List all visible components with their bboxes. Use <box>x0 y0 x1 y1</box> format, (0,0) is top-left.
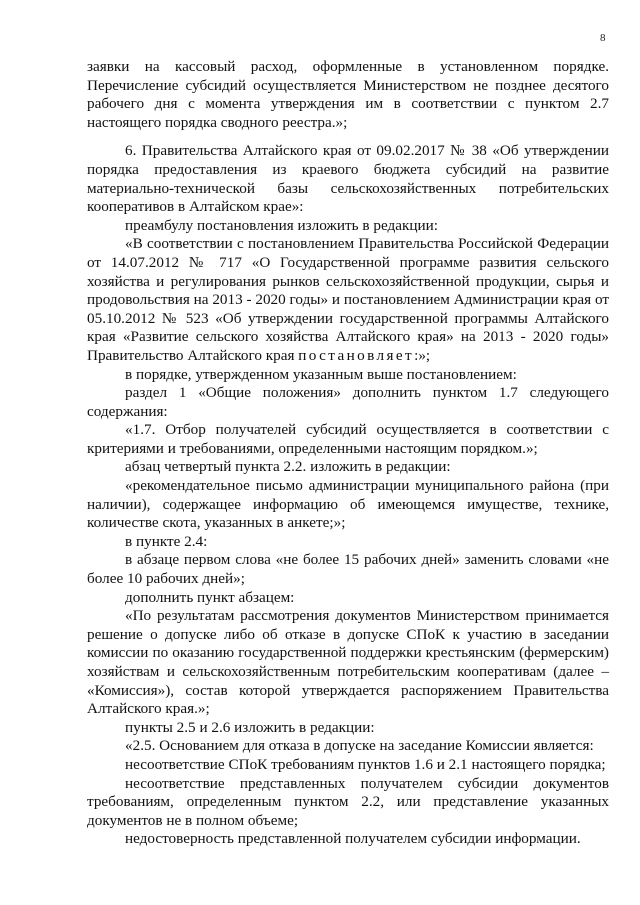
preamble-text: «В соответствии с постановлением Правительства Российской Федерации от 14.07.2012 № 717 «О Государственной программе развития сельского хозяйства и регулирования рынков сельскохозяйственной продукции, сырья и продовольствия на 2013 - 2020 годы» и постановлением Администрации края от 05.10.2012 № 523 «Об утверждении государственной программы Алтайского края «Развитие сельского хозяйства Алтайского края» на 2013 - 2020 годы» Правительство Алтайского края <box>87 235 609 364</box>
document-body <box>87 58 609 849</box>
paragraph-preamble <box>87 235 609 365</box>
paragraph: несоответствие СПоК требованиям пунктов 1.6 и 2.1 настоящего порядка; <box>125 755 606 773</box>
paragraph: раздел 1 «Общие положения» дополнить пунктом 1.7 следующего содержания: <box>87 384 609 420</box>
paragraph: преамбулу постановления изложить в редакции: <box>125 216 438 234</box>
paragraph: пункты 2.5 и 2.6 изложить в редакции: <box>125 718 375 736</box>
paragraph: в абзаце первом слова «не более 15 рабочих дней» заменить словами «не более 10 рабочих дней»; <box>87 551 609 588</box>
paragraph: недостоверность представленной получателем субсидии информации. <box>125 830 581 848</box>
paragraph: дополнить пункт абзацем: <box>125 588 295 606</box>
paragraph: в порядке, утвержденном указанным выше постановлением: <box>125 365 517 383</box>
spaced-word: постановляет <box>298 346 415 364</box>
paragraph: «1.7. Отбор получателей субсидий осуществляется в соответствии с критериями и требованиями, определенными настоящим порядком.»; <box>87 421 609 457</box>
page-number: 8 <box>600 32 606 44</box>
paragraph: заявки на кассовый расход, оформленные в установленном порядке. Перечисление субсидий осуществляется Министерством не позднее десятого рабочего дня с момента утверждения им в соответствии с пунктом 2.7 настоящего порядка сводного реестра.»; <box>87 58 609 131</box>
paragraph: «2.5. Основанием для отказа в допуске на заседание Комиссии является: <box>125 737 594 755</box>
paragraph: абзац четвертый пункта 2.2. изложить в редакции: <box>125 458 451 476</box>
paragraph: несоответствие представленных получателем субсидии документов требованиям, определенным пунктом 2.2, или представление указанных документов не в полном объеме; <box>87 774 609 829</box>
paragraph: «По результатам рассмотрения документов Министерством принимается решение о допуске либо об отказе в допуске СПоК к участию в заседании комиссии по оказанию государственной поддержки крестьянским (фермерским) хозяйствам и сельскохозяйственным потребительским кооперативам (далее – «Комиссия»), состав которой утверждается распоряжением Правительства Алтайского края.»; <box>87 607 609 718</box>
paragraph: «рекомендательное письмо администрации муниципального района (при наличии), содержащее информацию об имеющемся имуществе, технике, количестве скота, указанных в анкете;»; <box>87 477 609 532</box>
paragraph: 6. Правительства Алтайского края от 09.02.2017 № 38 «Об утверждении порядка предоставления из краевого бюджета субсидий на развитие материально-технической базы сельскохозяйственных потребительских кооперативов в Алтайском крае»: <box>87 142 609 216</box>
spaced-tail: :»; <box>414 346 431 364</box>
paragraph: в пункте 2.4: <box>125 532 208 550</box>
